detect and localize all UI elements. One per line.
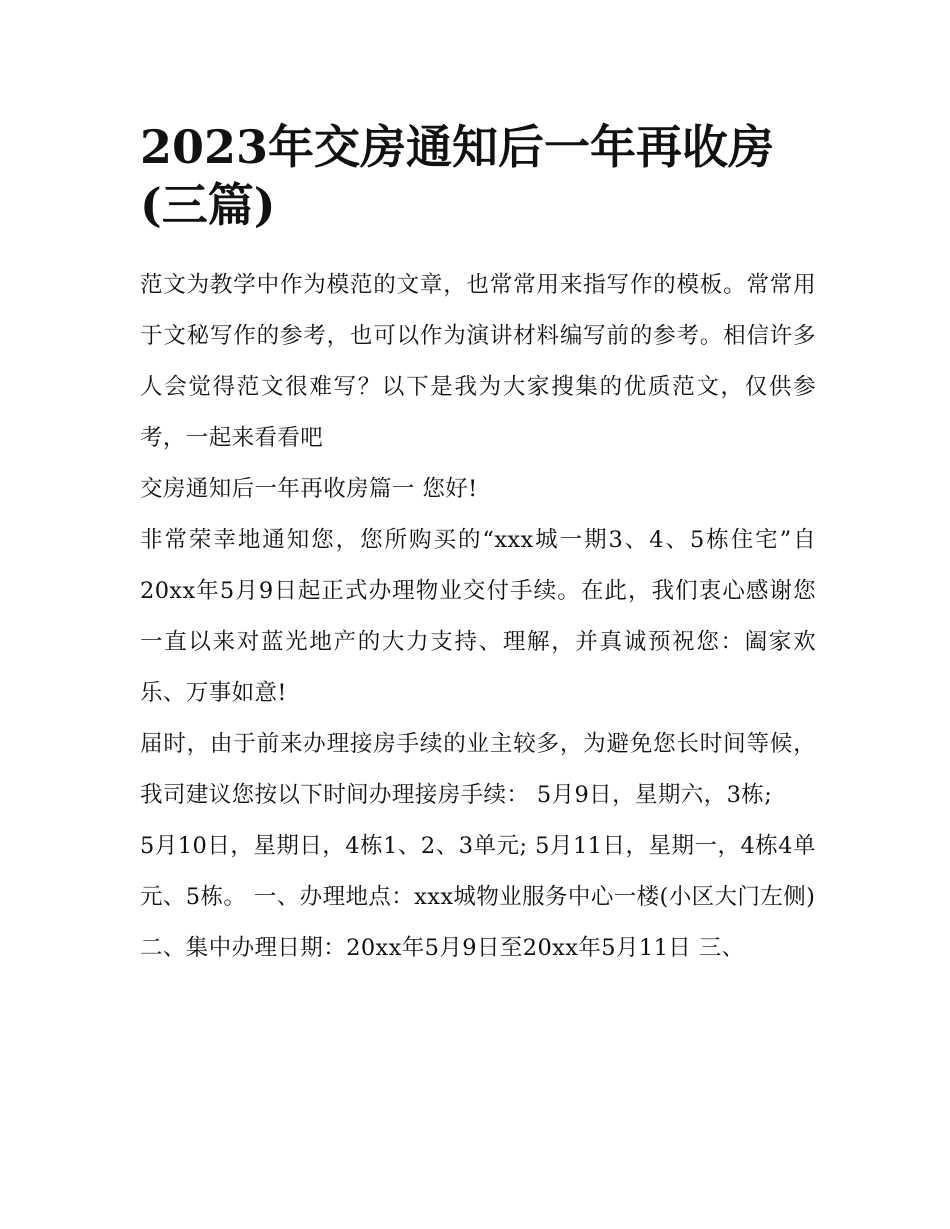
section-heading-greeting: 交房通知后一年再收房篇一 您好!: [140, 476, 478, 502]
notice-paragraph: 非常荣幸地通知您，您所购买的“xxx城一期3、4、5栋住宅”自20xx年5月9日起正式办理物业交付手续。在此，我们衷心感谢您一直以来对蓝光地产的大力支持、理解，并真诚预祝您：阖家欢乐、万事如意!: [140, 527, 816, 706]
dates-paragraph: 二、集中办理日期：20xx年5月9日至20xx年5月11日 三、: [140, 935, 745, 961]
document-body: [140, 118, 816, 974]
schedule-paragraph: 届时，由于前来办理接房手续的业主较多，为避免您长时间等候，我司建议您按以下时间办理接房手续： 5月9日，星期六，3栋;: [140, 731, 816, 808]
document-title: 2023年交房通知后一年再收房(三篇): [140, 120, 775, 232]
schedule-location-paragraph: 5月10日，星期日，4栋1、2、3单元; 5月11日，星期一，4栋4单元、5栋。 一、办理地点：xxx城物业服务中心一楼(小区大门左侧): [140, 833, 816, 910]
intro-paragraph: 范文为教学中作为模范的文章，也常常用来指写作的模板。常常用于文秘写作的参考，也可以作为演讲材料编写前的参考。相信许多人会觉得范文很难写？以下是我为大家搜集的优质范文，仅供参考，一起来看看吧: [140, 272, 816, 451]
